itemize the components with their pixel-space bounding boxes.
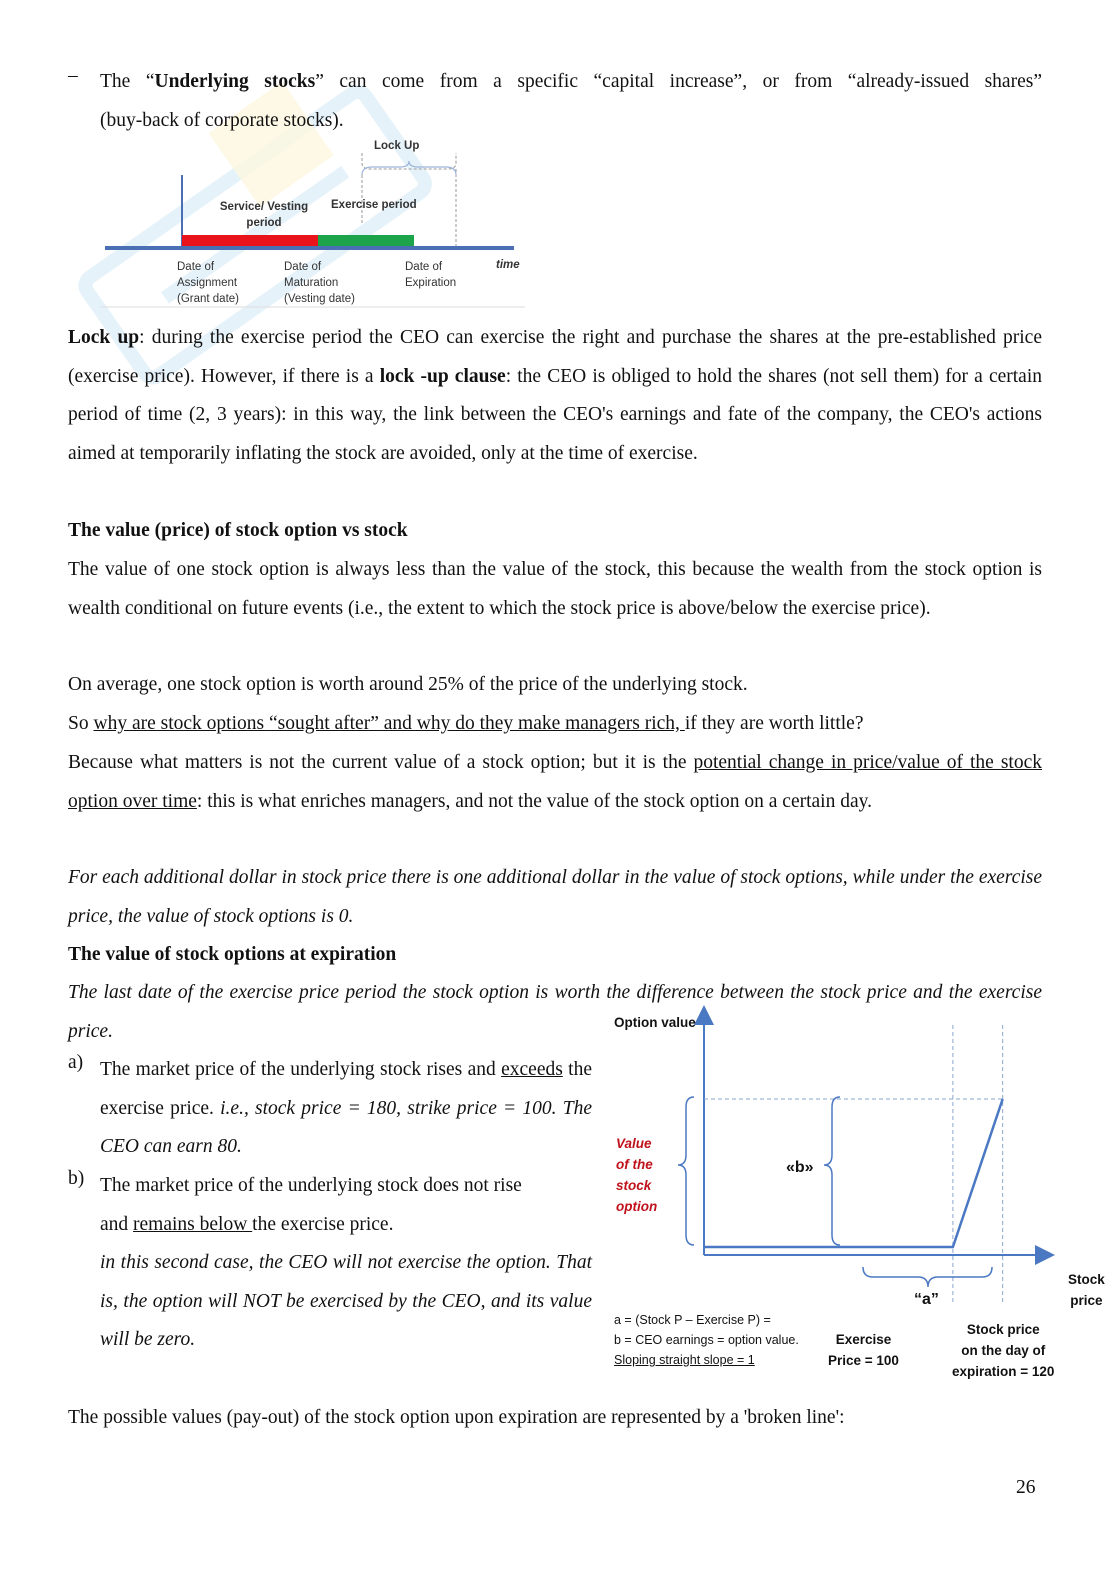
- legend-slope: Sloping straight slope = 1: [614, 1353, 755, 1367]
- vesting-date-line3: (Vesting date): [284, 293, 355, 305]
- section1-heading: The value (price) of stock option vs stock: [68, 520, 408, 541]
- a-brace: [863, 1267, 992, 1287]
- b-brace: [824, 1097, 840, 1245]
- vesting-label-line2: period: [246, 217, 282, 229]
- intro-text-b: ” can come from a specific “capital increase”, or from “already-issued shares”: [315, 71, 1042, 92]
- value-label-line3: stock: [616, 1178, 652, 1193]
- case-a-marker: a): [68, 1052, 84, 1073]
- grant-line2: Assignment: [177, 277, 238, 289]
- vesting-date-label: [284, 259, 355, 307]
- case-a-mid: the exercise price.: [100, 1059, 592, 1119]
- value-label-line1: Value: [616, 1136, 652, 1151]
- case-b-italic: in this second case, the CEO will not exercise the option. That is, the option will NOT be exercised by the CEO, and its value will be zero.: [100, 1252, 592, 1351]
- page-number: 26: [1016, 1477, 1036, 1498]
- vesting-period-bar: [182, 235, 318, 246]
- chart-legend: [614, 1310, 799, 1370]
- x-axis-label-line2: price: [1070, 1293, 1103, 1308]
- section1-para1: The value of one stock option is always less than the value of the stock, this because the wealth from the stock option is wealth conditional on future events (i.e., the extent to which the stock price is above/below the exercise price).: [68, 559, 1042, 619]
- because-underlined: potential change in price/value of the stock option over time: [68, 752, 1042, 812]
- expiration-line2: Expiration: [405, 277, 457, 289]
- because-pre: Because what matters is not the current value of a stock option; but it is the: [68, 752, 694, 773]
- b-label: «b»: [786, 1159, 814, 1176]
- exercise-price-line2: Price = 100: [828, 1353, 899, 1368]
- intro-text-a: The “: [100, 71, 155, 92]
- y-axis-label: Option value: [614, 1015, 696, 1030]
- case-b-text: The market price of the underlying stock does not rise: [100, 1175, 522, 1196]
- vesting-timeline-diagram: [100, 135, 530, 313]
- bullet-dash: –: [68, 65, 78, 86]
- vesting-label-line1: Service/ Vesting: [219, 201, 309, 213]
- case-a-pre: The market price of the underlying stock rises and: [100, 1059, 502, 1080]
- grant-line1: Date of: [177, 261, 215, 273]
- lockup-text1: : during the exercise period the CEO can exercise the right and purchase the shares at the pre-established price (exercise price). However, if there is a: [68, 327, 1042, 387]
- lockup-term: Lock up: [68, 327, 140, 348]
- grant-line3: (Grant date): [177, 293, 239, 305]
- section2-heading: The value of stock options at expiration: [68, 944, 397, 965]
- lockup-label: Lock Up: [374, 140, 420, 152]
- section1-para2: On average, one stock option is worth around 25% of the price of the underlying stock.: [68, 674, 748, 695]
- section1-because: [68, 744, 1042, 821]
- exercise-period-bar: [318, 235, 414, 246]
- because-post: : this is what enriches managers, and not the value of the stock option on a certain day.: [196, 790, 872, 812]
- vesting-date-line2: Maturation: [284, 277, 339, 289]
- payoff-broken-line: [704, 1099, 1003, 1247]
- section1-question: [68, 705, 1042, 744]
- case-a-underlined: exceeds: [501, 1059, 563, 1080]
- exercise-price-label: [828, 1329, 899, 1371]
- value-label: [616, 1133, 657, 1217]
- case-b2-pre: and: [100, 1214, 134, 1235]
- expiration-date-label: [405, 259, 456, 291]
- exercise-period-label: Exercise period: [331, 199, 417, 211]
- lockup-paragraph: [68, 319, 1042, 473]
- payoff-chart: [600, 1005, 1105, 1380]
- expiration-line1: Date of: [405, 261, 443, 273]
- section2-italic-text: The last date of the exercise price period the stock option is worth the difference between the stock price and the exercise price.: [68, 982, 1042, 1042]
- legend-a: a = (Stock P – Exercise P) =: [614, 1313, 771, 1327]
- question-underlined: why are stock options “sought after” and why do they make managers rich,: [93, 713, 685, 734]
- question-post: if they are worth little?: [684, 713, 864, 734]
- x-axis-label: [1068, 1269, 1105, 1311]
- closing-paragraph: The possible values (pay-out) of the stock option upon expiration are represented by a 'broken line':: [68, 1407, 845, 1428]
- vesting-label: [210, 199, 318, 231]
- intro-line2: (buy-back of corporate stocks).: [100, 110, 344, 131]
- stock-price-line1: Stock price: [966, 1322, 1040, 1337]
- value-label-line4: option: [616, 1199, 658, 1214]
- value-brace: [678, 1097, 694, 1245]
- stock-price-line3: expiration = 120: [952, 1364, 1055, 1379]
- time-label: time: [496, 259, 520, 271]
- stock-price-line2: on the day of: [961, 1343, 1046, 1358]
- intro-term: Underlying stocks: [154, 71, 316, 92]
- lockup-brace: [362, 161, 456, 175]
- case-b2-post: the exercise price.: [252, 1214, 394, 1235]
- value-label-line2: of the: [616, 1157, 653, 1172]
- case-a-italic: i.e., stock price = 180, strike price = 100. The CEO can earn 80.: [100, 1097, 592, 1158]
- vesting-date-line1: Date of: [284, 261, 322, 273]
- case-b-marker: b): [68, 1168, 85, 1189]
- section1-italic: For each additional dollar in stock price there is one additional dollar in the value of stock options, while under the exercise price, the value of stock options is 0.: [68, 867, 1042, 927]
- exercise-price-line1: Exercise: [835, 1332, 892, 1347]
- a-label: “a”: [914, 1291, 939, 1308]
- grant-date-label: [177, 259, 239, 307]
- lockup-text2: : the CEO is obliged to hold the shares (not sell them) for a certain period of time (2, 3 years): in this way, the link between the CEO's earnings and fate of the company, the CEO's actions aimed at temporarily inflating the stock are avoided, only at the time of exercise.: [68, 365, 1042, 464]
- stock-price-label: [952, 1319, 1054, 1382]
- case-b2-underlined: remains below: [133, 1214, 253, 1235]
- lockup-clause-term: lock -up clause: [379, 365, 506, 387]
- legend-b: b = CEO earnings = option value.: [614, 1333, 799, 1347]
- question-pre: So: [68, 713, 94, 734]
- x-axis-label-line1: Stock: [1068, 1272, 1105, 1287]
